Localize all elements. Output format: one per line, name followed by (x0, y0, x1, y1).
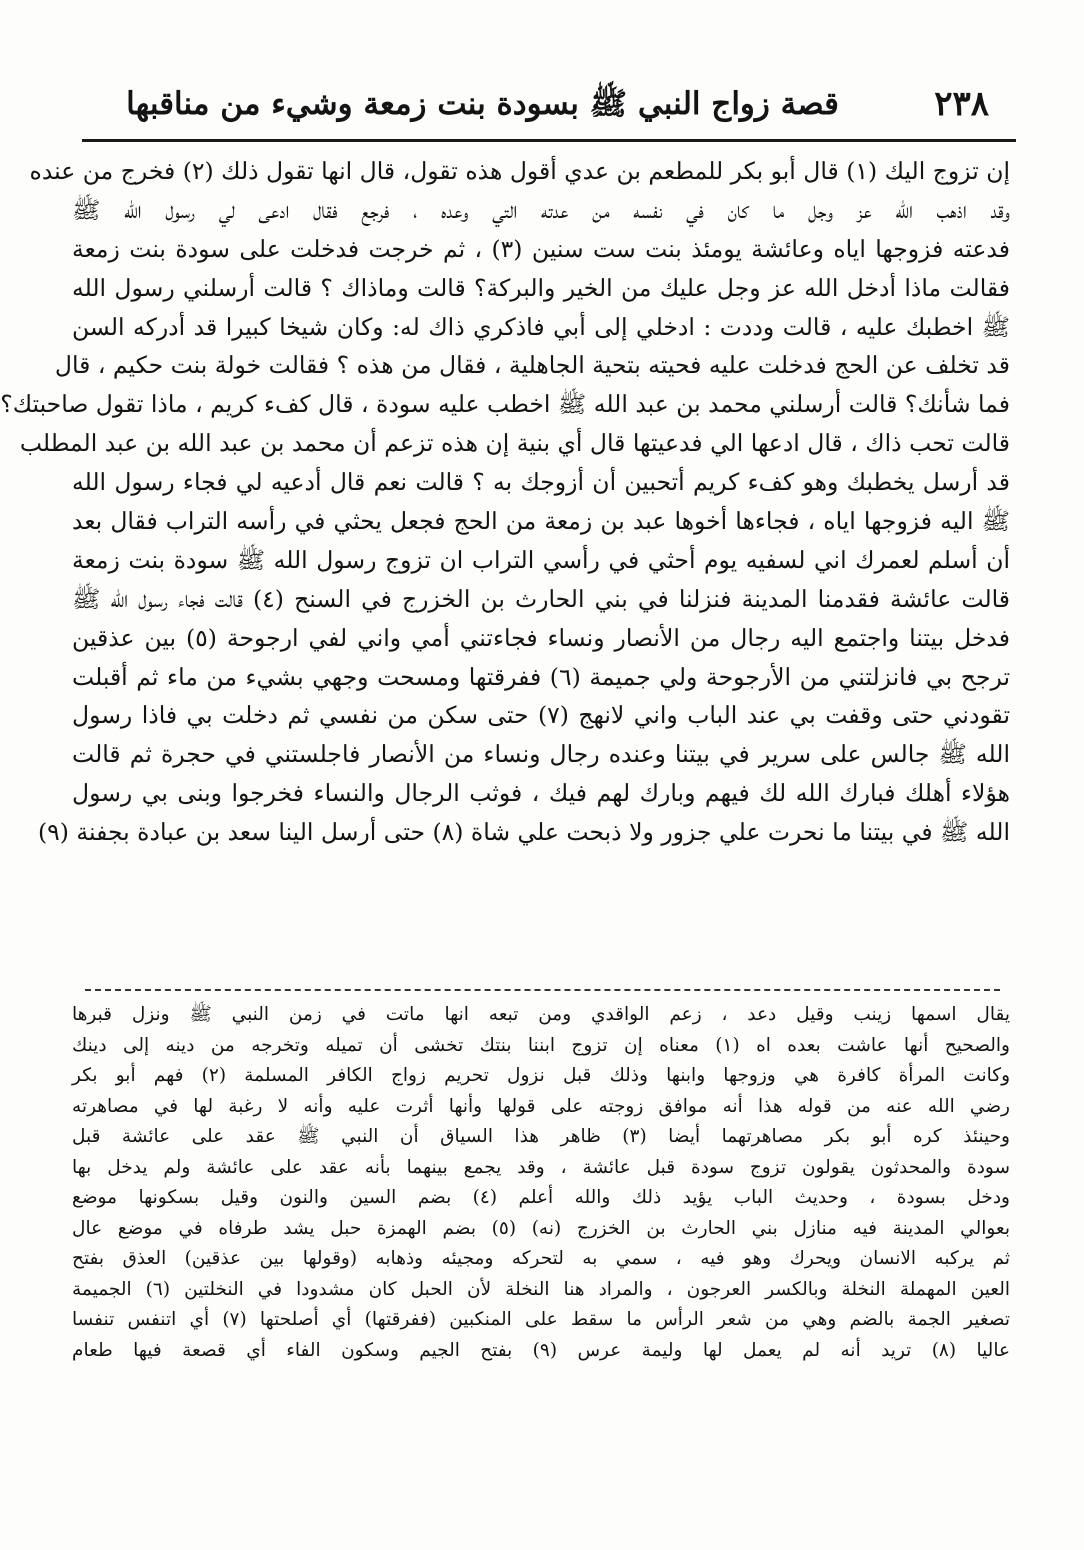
body-line: إن تزوج اليك (١) قال أبو بكر للمطعم بن عدي أقول هذه تقول، قال انها تقول ذلك (٢) فخرج من عنده (29, 157, 1010, 185)
body-line: الله ﷺ جالس على سرير في بيتنا وعنده رجال ونساء من الأنصار فاجلستني في حجرة ثم قالت (72, 740, 1010, 769)
body-line: ﷺ اليه فزوجها اياه ، فجاءها أخوها عبد بن زمعة من الحج فجعل يحثي في رأسه التراب فقال بعد (72, 507, 1010, 536)
footnote-line: العين المهملة النخلة وبالكسر العرجون ، والمراد هنا النخلة لأن الحبل كان مشدودا في النخلتين (٦) الجميمة (72, 1278, 1010, 1300)
footnote-line: ودخل بسودة ، وحديث الباب يؤيد ذلك والله أعلم (٤) بضم السين والنون وقيل بسكونها موضع (72, 1187, 1010, 1208)
footnote-line: عاليا (٨) تريد أنه لم يعمل لها وليمة عرس (٩) بفتح الجيم وسكون الفاء أي قصعة فيها طعام (72, 1339, 1010, 1361)
body-line: وقد اذهب الله عز وجل ما كان في نفسه من عدته التي وعده ، فرجع فقال ادعى لي رسول الله ﷺ (72, 195, 1010, 224)
body-line: الله ﷺ في بيتنا ما نحرت علي جزور ولا ذبحت علي شاة (٨) حتى أرسل الينا سعد بن عبادة بجفنة (٩) (37, 818, 1010, 847)
footnote-divider (85, 989, 1000, 991)
footnote-line: سودة والمحدثون يقولون تزوج سودة قبل عائشة ، وقد يجمع بينهما بأنه عقد على عائشة ولم يدخل بها (72, 1156, 1010, 1178)
footnote-line: رضي الله عنه من قوله هذا أنه موافق زوجته على قولها وأنها أثرت عليه وأنه لا رغبة لها في مصاهرته (72, 1095, 1010, 1117)
footnote-line: ثم يركبه الانسان ويحرك وهو فيه ، سمي به لتحركه ومجيئه وذهابه (وقولها بين عذقين) العذق بفتح (72, 1248, 1010, 1269)
page-number: ٢٣٨ (934, 84, 989, 124)
body-line: هؤلاء أهلك فبارك الله لك فيهم وبارك لهم فيك ، فوثب الرجال والنساء فخرجوا وبنى بي رسول (72, 779, 1010, 808)
footnote-line: تصغير الجمة بالضم وهي من شعر الرأس ما سقط على المنكبين (ففرقتها) أي أصلحتها (٧) أي اتنفس تنفسا (72, 1309, 1010, 1330)
body-line: قد تخلف عن الحج فدخلت عليه فحيته بتحية الجاهلية ، فقال من هذه ؟ فقالت خولة بنت حكيم ، قال (54, 351, 1010, 380)
footnote-line: يقال اسمها زينب وقيل دعد ، زعم الواقدي ومن تبعه انها ماتت في زمن النبي ﷺ ونزل قبرها (72, 1004, 1010, 1025)
main-body-text (0, 152, 1010, 852)
footnote-line: والصحيح أنها عاشت بعده اه (١) معناه إن تزوج ابننا بنتك تخشى أن تميله وتخرجه من دينه إلى دينك (72, 1034, 1010, 1056)
footnote-line: بعوالي المدينة فيه منازل بني الحارث بن الخزرج (نه) (٥) بضم الهمزة حبل يشد طرفاه في موضع عال (72, 1217, 1010, 1239)
page-header (126, 78, 989, 130)
footnotes (72, 1000, 1010, 1366)
body-line: تقودني حتى وقفت بي عند الباب واني لانهج (٧) حتى سكن من نفسي ثم دخلت بي فاذا رسول (72, 701, 1010, 730)
body-line: ﷺ اخطبك عليه ، قالت وددت : ادخلي إلى أبي فاذكري ذاك له: وكان شيخا كبيرا قد أدركه السن (72, 312, 1010, 341)
body-line: ترجح بي فانزلتني من الأرجوحة ولي جميمة (٦) ففرقتها ومسحت وجهي بشيء من ماء ثم أقبلت (72, 662, 1010, 691)
body-line: قد أرسل يخطبك وهو كفء كريم أتحبين أن أزوجك به ؟ قالت نعم قال أدعيه لي فجاء رسول الله (72, 468, 1010, 497)
body-line: فدعته فزوجها اياه وعائشة يومئذ بنت ست سنين (٣) ، ثم خرجت فدخلت على سودة بنت زمعة (72, 234, 1010, 263)
body-line: قالت تحب ذاك ، قال ادعها الي فدعيتها قال أي بنية إن هذه تزعم أن محمد بن عبد الله بن عبد المطلب (19, 429, 1010, 458)
header-divider (82, 139, 1016, 142)
body-line: أن أسلم لعمرك اني لسفيه يوم أحثي في رأسي التراب ان تزوج رسول الله ﷺ سودة بنت زمعة (72, 545, 1010, 574)
body-line: فدخل بيتنا واجتمع اليه رجال من الأنصار ونساء فجاءتني أمي واني لفي ارجوحة (٥) بين عذقين (72, 623, 1010, 652)
running-title: قصة زواج النبي ﷺ بسودة بنت زمعة وشيء من مناقبها (126, 86, 839, 122)
body-line: فقالت ماذا أدخل الله عز وجل عليك من الخير والبركة؟ قالت وماذاك ؟ قالت أرسلني رسول الله (72, 273, 1010, 302)
footnote-line: وحينئذ كره أبو بكر مصاهرتهما أيضا (٣) ظاهر هذا السياق أن النبي ﷺ عقد على عائشة قبل (72, 1126, 1010, 1147)
body-line: فما شأنك؟ قالت أرسلني محمد بن عبد الله ﷺ اخطب عليه سودة ، قال كفء كريم ، ماذا تقول صاحبتك؟ (0, 390, 1010, 419)
body-line: قالت عائشة فقدمنا المدينة فنزلنا في بني الحارث بن الخزرج في السنح (٤) قالت فجاء رسول الله ﷺ (72, 584, 1010, 613)
footnote-line: وكانت المرأة كافرة هي وزوجها وابنها وذلك قبل نزول تحريم زواج الكافر المسلمة (٢) فهم أبو بكر (72, 1065, 1010, 1086)
